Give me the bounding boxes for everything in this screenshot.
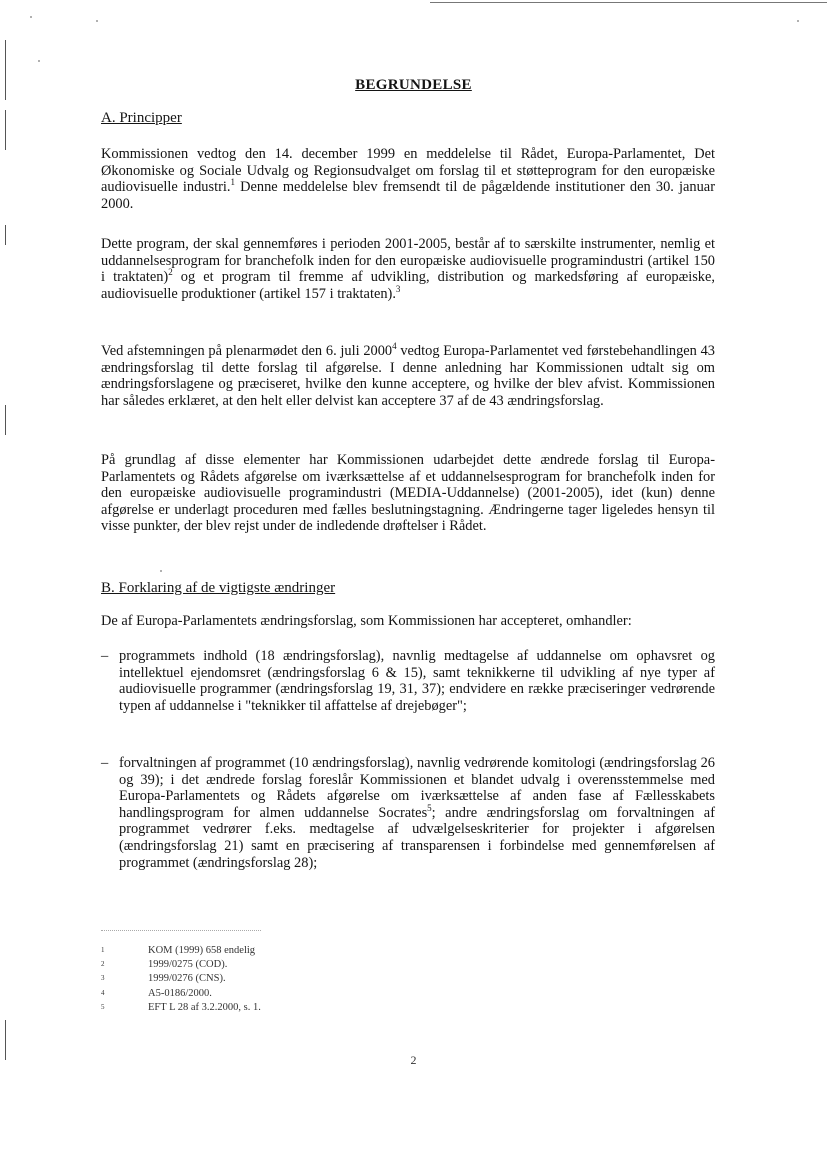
footnote	[101, 1001, 261, 1015]
footnote-text: 1999/0275 (COD).	[148, 959, 228, 971]
scan-speck	[96, 20, 98, 22]
paragraph: Dette program, der skal gennemføres i perioden 2001-2005, består af to særskilte instrumenter, nemlig et uddannelsesprogram for branchefolk inden for den europæiske audiovisuelle programindustri (artikel 150 i traktaten)$^2$ og et program til fremme af udvikling, distribution og markedsføring af europæiske, audiovisuelle produktioner (artikel 157 i traktaten).$^3$	[101, 236, 715, 302]
footnote-number: 5	[101, 1002, 105, 1011]
page-number: 2	[410, 1053, 417, 1067]
list-item-text: programmets indhold (18 ændringsforslag), navnlig medtagelse af uddannelse om ophavsret og intellektuel ejendomsret (ændringsforslag 6 & 15), samt teknikkerne til udvikling af nye typer af audiovisuelle programmer (ændringsforslag 19, 31, 37); endvidere en række præciseringer vedrørende typen af uddannelse i "teknikker til affattelse af drejebøger";	[119, 648, 715, 714]
paragraph: På grundlag af disse elementer har Kommissionen udarbejdet dette ændrede forslag til Europa-Parlamentets og Rådets afgørelse om iværksættelse af et uddannelsesprogram for branchefolk inden for den europæiske audiovisuelle programindustri (MEDIA-Uddannelse) (2001-2005), idet (kun) denne afgørelse er underlagt proceduren med fælles beslutningstagning. Ændringerne tager ligeledes hensyn til visse punkter, der blev rejst under de indledende drøftelser i Rådet.	[101, 452, 715, 535]
bullet-dash: –	[101, 755, 109, 771]
scan-edge-mark	[5, 225, 6, 245]
page-title: BEGRUNDELSE	[355, 77, 472, 93]
scan-edge-mark	[5, 405, 6, 435]
scan-speck	[797, 20, 799, 22]
list-item	[101, 755, 715, 871]
footnote	[101, 987, 261, 1001]
paragraph: Ved afstemningen på plenarmødet den 6. juli 2000$^4$ vedtog Europa-Parlamentet ved førstebehandlingen 43 ændringsforslag til dette forslag til afgørelse. I denne anledning har Kommissionen udtalt sig om ændringsforslagene og præciseret, hvilke den kunne acceptere, og hvilke der blev afvist. Kommissionen har således erklæret, at den helt eller delvist kan acceptere 37 af de 43 ændringsforslag.	[101, 341, 715, 409]
footnotes	[101, 944, 261, 1015]
footnote-number: 4	[101, 988, 105, 997]
footnote	[101, 972, 261, 986]
footnote-divider	[101, 930, 261, 931]
scan-speck	[160, 570, 162, 572]
footnote-text: 1999/0276 (CNS).	[148, 973, 226, 985]
list-item-text: forvaltningen af programmet (10 ændringsforslag), navnlig vedrørende komitologi (ændringsforslag 26 og 39); i det ændrede forslag foreslår Kommissionen et blandet udvalg i overensstemmelse med Europa-Parlamentets og Rådets afgørelse om iværksættelse af anden fase af Fællesskabets handlingsprogram for almen uddannelse Socrates$^5$; andre ændringsforslag om forvaltningen af programmet vedrører f.eks. medtagelse af udvælgelseskriterier for projekter i afgørelsen (ændringsforslag 21) samt en præcisering af transparensen i forbindelse med gennemførelsen af programmet (ændringsforslag 28);	[119, 755, 715, 871]
footnote-number: 3	[101, 974, 105, 983]
section-a-heading: A. Principper	[101, 110, 182, 126]
scan-speck	[30, 16, 32, 18]
footnote-ref: 3	[395, 283, 401, 294]
footnote-number: 1	[101, 946, 105, 954]
footnote-ref: 1	[230, 177, 235, 188]
bullet-dash: –	[101, 648, 109, 664]
scan-edge-mark	[5, 110, 6, 150]
footnote-text: A5-0186/2000.	[148, 987, 212, 999]
footnote-ref: 5	[427, 802, 432, 813]
scan-top-rule	[430, 2, 827, 3]
scan-speck	[38, 60, 40, 62]
footnote-text: EFT L 28 af 3.2.2000, s. 1.	[148, 1001, 261, 1013]
footnote-ref: 2	[168, 267, 173, 278]
paragraph: Kommissionen vedtog den 14. december 1999 en meddelelse til Rådet, Europa-Parlamentet, Det Økonomiske og Sociale Udvalg og Regionsudvalget om forslag til et støtteprogram for den europæiske audiovisuelle industri.$^1$ Denne meddelelse blev fremsendt til de pågældende institutioner den 30. januar 2000.	[101, 146, 715, 212]
section-b-intro: De af Europa-Parlamentets ændringsforslag, som Kommissionen har accepteret, omhandler:	[101, 613, 632, 629]
list-item	[101, 648, 715, 714]
footnote	[101, 958, 261, 972]
footnote-text: KOM (1999) 658 endelig	[148, 945, 256, 956]
footnote-ref: 4	[392, 341, 397, 352]
footnote-number: 2	[101, 960, 105, 969]
section-b-heading: B. Forklaring af de vigtigste ændringer	[101, 580, 336, 596]
footnote	[101, 944, 261, 958]
